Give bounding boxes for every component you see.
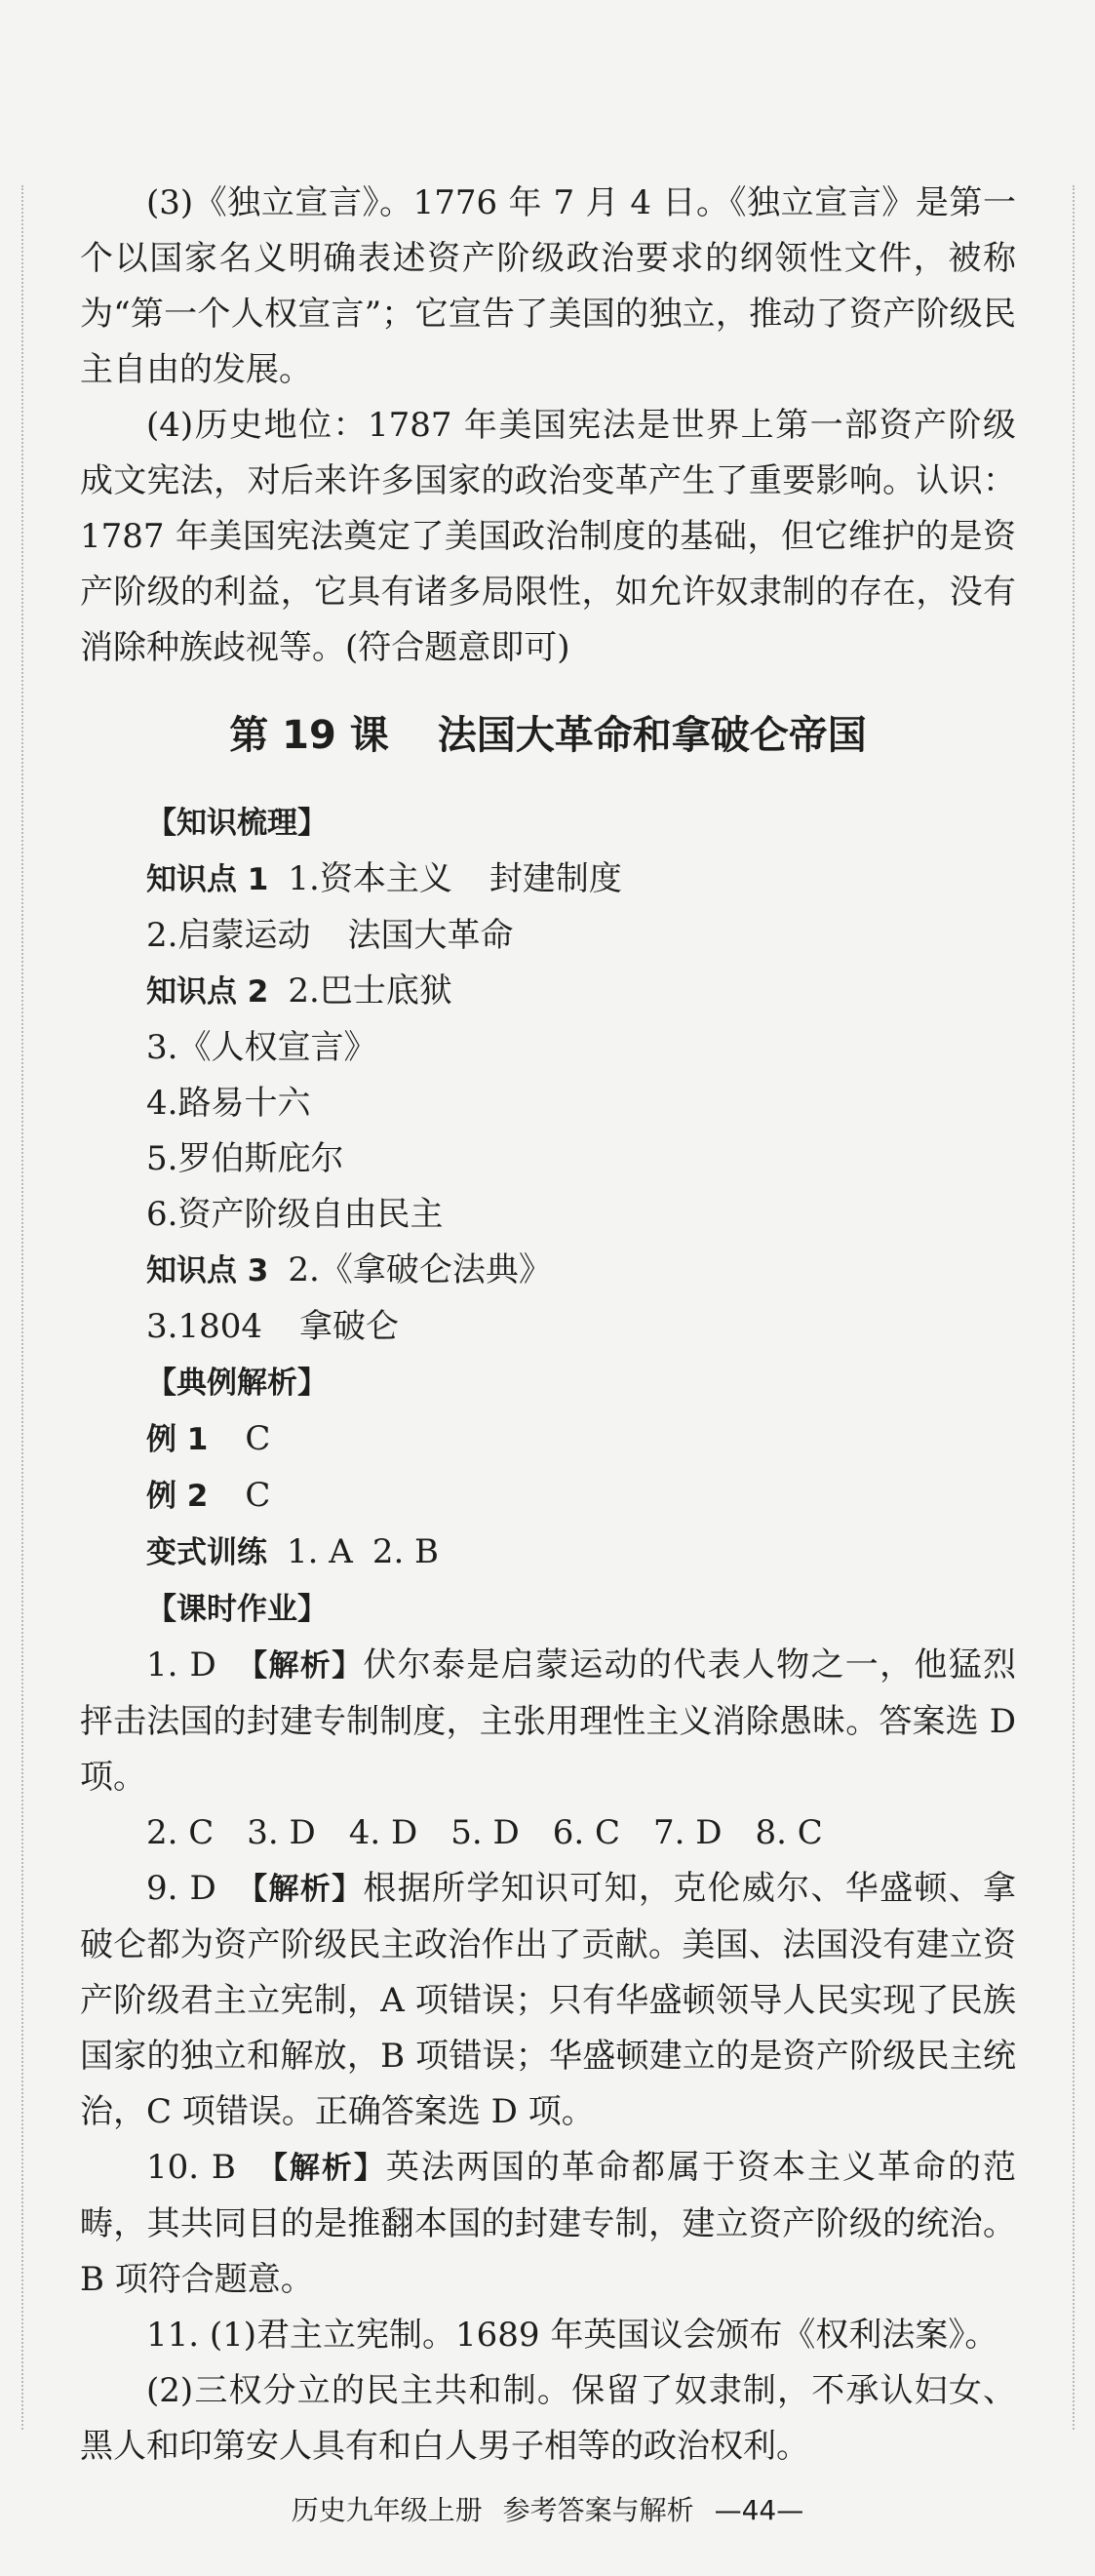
footer-page-number: —44— <box>714 2494 804 2526</box>
knowledge-point-1: 知识点 1 1.资本主义 封建制度 <box>146 859 622 898</box>
knowledge-line-3: 3.《人权宣言》 <box>146 1028 377 1067</box>
knowledge-line-5: 5.罗伯斯庇尔 <box>146 1139 344 1178</box>
footer-section-title: 参考答案与解析 <box>502 2494 694 2526</box>
example-2: 例 2 C <box>146 1476 271 1515</box>
knowledge-line-7: 3.1804 拿破仑 <box>146 1307 399 1346</box>
homework-question-11-part-2: (2)三权分立的民主共和制。保留了奴隶制，不承认妇女、黑人和印第安人具有和白人男子相等的政治权利。 <box>80 2371 1016 2466</box>
left-margin-dotted-line <box>21 185 23 2430</box>
lesson-name: 法国大革命和拿破仑帝国 <box>437 713 867 758</box>
paragraph-declaration-of-independence: (3)《独立宣言》。1776 年 7 月 4 日。《独立宣言》是第一个以国家名义明确表述资产阶级政治要求的纲领性文件，被称为“第一个人权宣言”；它宣告了美国的独立，推动了资产阶级民主自由的发展。 <box>80 183 1016 389</box>
footer-book-title: 历史九年级上册 <box>291 2494 483 2526</box>
knowledge-line-6: 6.资产阶级自由民主 <box>146 1195 444 1234</box>
right-margin-dotted-line <box>1073 185 1075 2430</box>
examples-heading: 【典例解析】 <box>146 1366 328 1401</box>
lesson-title <box>80 705 1016 766</box>
homework-question-10: 10. B 【解析】英法两国的革命都属于资本主义革命的范畴，其共同目的是推翻本国的封建专制，建立资产阶级的统治。B 项符合题意。 <box>80 2148 1016 2299</box>
homework-questions-2-8: 2. C 3. D 4. D 5. D 6. C 7. D 8. C <box>146 1813 823 1852</box>
knowledge-line-4: 4.路易十六 <box>146 1084 311 1123</box>
page-footer <box>0 2489 1095 2528</box>
homework-question-9: 9. D 【解析】根据所学知识可知，克伦威尔、华盛顿、拿破仑都为资产阶级民主政治作出了贡献。美国、法国没有建立资产阶级君主立宪制，A 项错误；只有华盛顿领导人民实现了民族国家的独立和解放，B 项错误；华盛顿建立的是资产阶级民主统治，C 项错误。正确答案选 D 项。 <box>80 1869 1017 2131</box>
knowledge-line-2: 2.启蒙运动 法国大革命 <box>146 916 514 955</box>
knowledge-heading: 【知识梳理】 <box>146 806 328 841</box>
lesson-number: 第 19 课 <box>229 713 389 758</box>
homework-question-11-part-1: 11. (1)君主立宪制。1689 年英国议会颁布《权利法案》。 <box>146 2316 998 2355</box>
answer-content <box>80 176 1016 2475</box>
example-1: 例 1 C <box>146 1419 271 1458</box>
knowledge-point-2: 知识点 2 2.巴士底狱 <box>146 971 452 1011</box>
variant-training: 变式训练 1. A 2. B <box>146 1532 440 1571</box>
paragraph-us-constitution: (4)历史地位：1787 年美国宪法是世界上第一部资产阶级成文宪法，对后来许多国家的政治变革产生了重要影响。认识：1787 年美国宪法奠定了美国政治制度的基础，但它维护的是资产阶级的利益，它具有诸多局限性，如允许奴隶制的存在，没有消除种族歧视等。(符合题意即可) <box>80 406 1016 667</box>
knowledge-point-3: 知识点 3 2.《拿破仑法典》 <box>146 1250 552 1289</box>
homework-heading: 【课时作业】 <box>146 1592 328 1627</box>
homework-question-1: 1. D 【解析】伏尔泰是启蒙运动的代表人物之一，他猛烈抨击法国的封建专制制度，主张用理性主义消除愚昧。答案选 D 项。 <box>80 1645 1017 1797</box>
